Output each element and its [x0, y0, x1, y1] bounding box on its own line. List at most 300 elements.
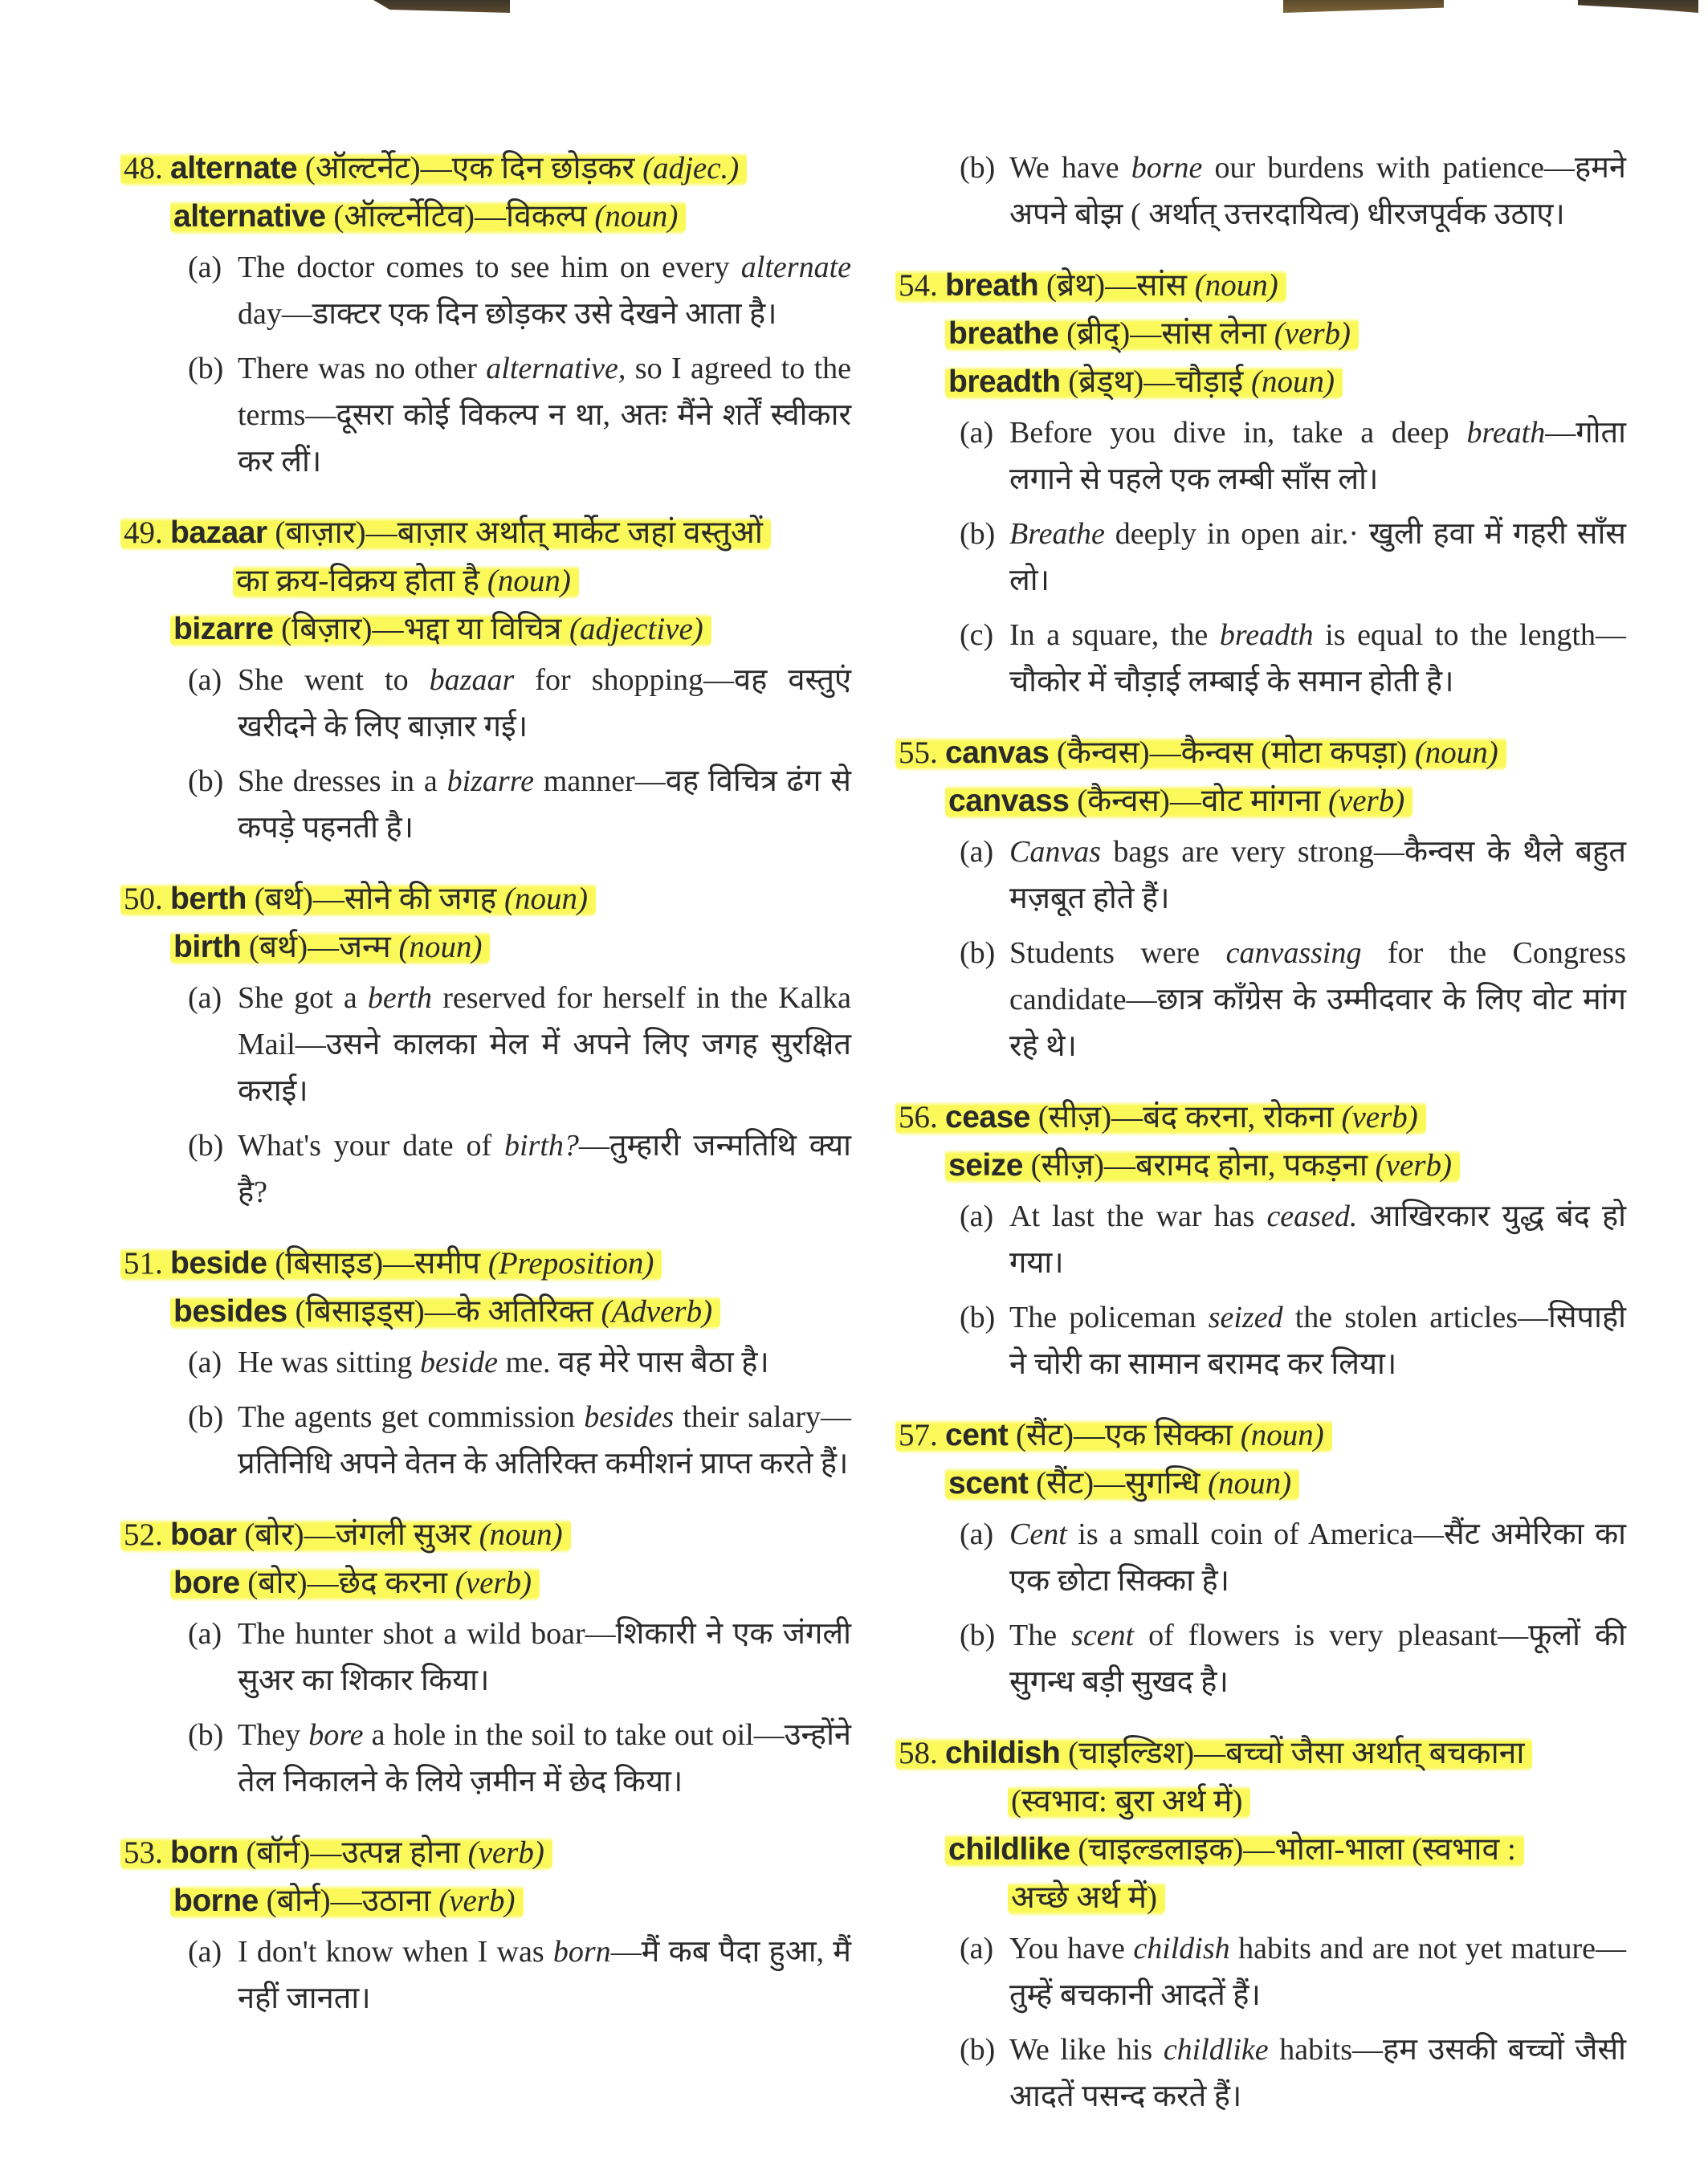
example-label: (a) — [960, 1932, 994, 1965]
example-text — [1009, 1612, 1634, 1705]
hindi-meaning: —जन्म — [308, 930, 399, 964]
example-sentence — [120, 345, 859, 485]
entry-number: 57. — [899, 1418, 938, 1452]
pronunciation: (चाइल्डिश) — [1068, 1736, 1195, 1770]
headword-line — [895, 1460, 1634, 1508]
example-text — [1009, 930, 1634, 1069]
example-text — [238, 244, 859, 337]
headword-line — [895, 1729, 1634, 1778]
example-text — [238, 1122, 859, 1216]
entry-number: 55. — [899, 735, 938, 770]
example-emphasis: Cent — [1009, 1517, 1067, 1551]
highlighted-headword — [120, 1516, 571, 1554]
example-emphasis: canvassing — [1225, 936, 1362, 970]
part-of-speech: (noun) — [479, 1517, 563, 1552]
example-emphasis: Canvas — [1009, 835, 1101, 869]
highlighted-headword — [120, 1834, 552, 1872]
english-word: breadth — [948, 365, 1061, 399]
part-of-speech: (verb) — [467, 1835, 544, 1870]
hindi-meaning: —बंद करना, रोकना — [1111, 1100, 1342, 1134]
example-sentence — [120, 1611, 859, 1704]
vocab-entry — [895, 1094, 1634, 1387]
example-label: (b) — [960, 936, 996, 970]
example-label: (a) — [960, 416, 994, 450]
pronunciation: (बोर) — [244, 1517, 304, 1552]
example-emphasis: childlike — [1163, 2033, 1269, 2067]
highlighted-headword — [895, 267, 1286, 304]
headword-line — [895, 1826, 1634, 1874]
headword-line — [120, 1559, 859, 1607]
example-sentence — [120, 1712, 859, 1805]
example-label: (b) — [188, 1718, 224, 1752]
pronunciation: (ब्रेथ) — [1046, 268, 1106, 303]
hindi-meaning: —चौड़ाई — [1143, 365, 1252, 399]
example-sentence — [120, 1122, 859, 1216]
english-word: canvas — [945, 735, 1050, 770]
hindi-meaning: —उत्पन्न होना — [310, 1835, 468, 1870]
headword-continuation — [120, 557, 859, 605]
example-label: (b) — [188, 1129, 224, 1163]
example-label: (a) — [188, 1935, 222, 1969]
highlighted-headword — [1008, 1782, 1250, 1820]
example-after: —मैं कब पैदा हुआ, मैं नहीं जानता। — [238, 1935, 851, 2015]
headword-line — [895, 310, 1634, 358]
example-after: for the Congress candidate—छात्र काँग्रेस के उम्मीदवार के लिए वोट मांग रहे थे। — [1009, 936, 1626, 1063]
pronunciation: (ब्रेड्थ) — [1068, 365, 1144, 399]
example-before: In a square, the — [1009, 618, 1220, 652]
headword-line — [895, 358, 1634, 406]
part-of-speech: (verb) — [455, 1566, 532, 1600]
hindi-meaning: —बाज़ार अर्थात् मार्केट जहां वस्तुओं — [365, 515, 763, 550]
example-after: me. वह मेरे पास बैठा है। — [498, 1346, 769, 1379]
english-word: alternative — [173, 199, 326, 234]
part-of-speech: (noun) — [487, 564, 571, 598]
english-word: born — [170, 1835, 238, 1870]
example-before: You have — [1009, 1932, 1134, 1965]
scan-binding-shadow — [1578, 0, 1698, 13]
example-emphasis: alternate — [740, 251, 851, 284]
example-after: —गोता लगाने से पहले एक लम्बी साँस लो। — [1009, 416, 1626, 496]
example-after: habits—हम उसकी बच्चों जैसी आदतें पसन्द करते हैं। — [1009, 2033, 1626, 2113]
english-word: alternate — [170, 151, 298, 185]
vocab-entry — [895, 1729, 1634, 2120]
example-emphasis: childish — [1133, 1932, 1230, 1965]
pronunciation: (ऑल्टर्नेट) — [304, 151, 421, 185]
english-word: boar — [170, 1517, 237, 1552]
english-word: bizarre — [173, 612, 274, 646]
example-label: (b) — [960, 1619, 996, 1652]
left-column — [120, 145, 859, 2046]
english-word: childlike — [948, 1832, 1070, 1867]
english-word: birth — [173, 930, 242, 964]
example-sentence — [895, 1294, 1634, 1387]
english-word: borne — [173, 1884, 259, 1918]
hindi-meaning: —सुगन्धि — [1094, 1466, 1209, 1501]
example-text — [238, 1712, 859, 1805]
example-emphasis: scent — [1071, 1619, 1135, 1652]
example-text — [238, 345, 859, 485]
hindi-meaning: अच्छे अर्थ में) — [1011, 1880, 1158, 1915]
example-after: —तुम्हारी जन्मतिथि क्या है? — [238, 1129, 851, 1209]
example-after: आखिरकार युद्ध बंद हो गया। — [1009, 1200, 1626, 1280]
pronunciation: (बोर्न) — [266, 1884, 331, 1918]
example-sentence — [120, 975, 859, 1114]
example-text — [238, 1929, 859, 2022]
pronunciation: (बिज़ार) — [281, 612, 373, 646]
part-of-speech: (verb) — [1375, 1148, 1452, 1183]
part-of-speech: (verb) — [1327, 784, 1405, 818]
example-text — [238, 1611, 859, 1704]
hindi-meaning: —एक दिन छोड़कर — [420, 151, 643, 185]
headword-line — [895, 1411, 1634, 1460]
headword-line — [120, 1240, 859, 1288]
headword-line — [120, 145, 859, 193]
headword-line — [120, 509, 859, 557]
vocab-entry — [120, 1829, 859, 2022]
example-label: (a) — [188, 663, 222, 697]
example-label: (c) — [960, 618, 994, 652]
example-after: a hole in the soil to take out oil—उन्होंने तेल निकालने के लिये ज़मीन में छेद किया। — [238, 1718, 851, 1798]
example-label: (b) — [960, 517, 996, 551]
hindi-meaning: —वोट मांगना — [1169, 784, 1328, 818]
entry-number: 56. — [899, 1100, 938, 1134]
hindi-meaning: —बरामद होना, पकड़ना — [1104, 1148, 1376, 1183]
example-after: manner—वह विचित्र ढंग से कपड़े पहनती है। — [238, 764, 851, 845]
highlighted-headword — [945, 782, 1412, 820]
example-before: At last the war has — [1009, 1200, 1267, 1233]
pronunciation: (सीज़) — [1030, 1148, 1105, 1183]
vocab-entry — [895, 1411, 1634, 1705]
english-word: breath — [945, 268, 1039, 303]
headword-line — [120, 1877, 859, 1925]
entry-number: 54. — [899, 268, 938, 303]
highlighted-headword — [945, 1147, 1460, 1184]
example-after: deeply in open air.· खुली हवा में गहरी साँस लो। — [1009, 517, 1626, 597]
headword-line — [895, 1094, 1634, 1142]
example-text — [1009, 511, 1634, 604]
headword-continuation — [895, 1778, 1634, 1826]
example-before: I don't know when I was — [238, 1935, 553, 1969]
part-of-speech: (adjec.) — [642, 151, 740, 185]
highlighted-headword — [895, 1098, 1426, 1136]
example-label: (a) — [960, 835, 994, 869]
english-word: breathe — [948, 316, 1059, 351]
english-word: bore — [173, 1566, 240, 1600]
headword-line — [895, 777, 1634, 825]
entry-number: 52. — [124, 1517, 163, 1552]
example-text — [238, 1394, 859, 1487]
example-before: The hunter shot a wild boar—शिकारी ने एक जंगली सुअर का शिकार किया। — [238, 1617, 851, 1697]
example-emphasis: bazaar — [429, 663, 515, 697]
pronunciation: (बिसाइड) — [275, 1246, 384, 1281]
example-label: (a) — [188, 981, 222, 1015]
vocab-entry — [120, 1240, 859, 1487]
hindi-meaning: —कैन्वस (मोटा कपड़ा) — [1149, 735, 1415, 770]
example-sentence — [120, 758, 859, 851]
highlighted-headword — [895, 734, 1506, 772]
headword-line — [120, 1288, 859, 1336]
english-word: scent — [948, 1466, 1029, 1501]
highlighted-headword — [120, 149, 747, 187]
part-of-speech: (noun) — [1208, 1466, 1292, 1501]
example-text — [1009, 1193, 1634, 1286]
example-label: (b) — [188, 1400, 224, 1434]
highlighted-headword — [120, 514, 771, 552]
example-label: (a) — [188, 251, 222, 284]
example-label: (a) — [960, 1200, 994, 1233]
hindi-meaning: —के अतिरिक्त — [424, 1294, 601, 1329]
highlighted-headword — [170, 928, 490, 966]
example-sentence — [120, 657, 859, 750]
english-word: childish — [945, 1736, 1061, 1770]
highlighted-headword — [945, 363, 1343, 401]
vocab-entry — [895, 262, 1634, 705]
example-before: What's your date of — [238, 1129, 504, 1163]
example-emphasis: berth — [367, 981, 433, 1015]
pronunciation: (सैंट) — [1015, 1418, 1074, 1452]
example-sentence — [895, 1612, 1634, 1705]
hindi-meaning: —समीप — [383, 1246, 488, 1281]
hindi-meaning: (स्वभाव: बुरा अर्थ में) — [1011, 1784, 1243, 1819]
pronunciation: (कैन्वस) — [1057, 735, 1150, 770]
example-emphasis: bore — [308, 1718, 364, 1752]
example-after: bags are very strong—कैन्वस के थैले बहुत मज़बूत होते हैं। — [1009, 835, 1626, 915]
example-sentence — [120, 1339, 859, 1386]
example-before: She dresses in a — [238, 764, 447, 798]
pronunciation: (बाज़ार) — [275, 515, 366, 550]
example-sentence — [120, 1929, 859, 2022]
example-label: (a) — [188, 1617, 222, 1651]
example-emphasis: breath — [1466, 416, 1546, 450]
example-sentence — [895, 409, 1634, 503]
highlighted-headword — [895, 1416, 1332, 1454]
vocab-entry — [120, 509, 859, 851]
highlighted-headword — [170, 610, 711, 648]
example-sentence — [895, 2026, 1634, 2120]
example-sentence — [895, 1193, 1634, 1286]
headword-line — [120, 1511, 859, 1559]
highlighted-headword — [170, 1564, 540, 1602]
example-emphasis: besides — [584, 1400, 675, 1434]
example-emphasis: beside — [419, 1346, 499, 1379]
example-text — [1009, 1294, 1634, 1387]
example-emphasis: breadth — [1219, 618, 1314, 652]
part-of-speech: (Preposition) — [487, 1246, 654, 1281]
example-after: so I agreed to the terms—दूसरा कोई विकल्प न था, अतः मैंने शर्तें स्वीकार कर लीं। — [238, 352, 851, 479]
example-after: for shopping—वह वस्तुएं खरीदने के लिए बाज़ार गई। — [238, 663, 851, 743]
vocab-entry — [120, 875, 859, 1216]
headword-line — [120, 193, 859, 241]
english-word: besides — [173, 1294, 287, 1329]
example-label: (b) — [188, 764, 224, 798]
part-of-speech: (noun) — [1251, 365, 1335, 399]
example-before: Before you dive in, take a deep — [1009, 416, 1467, 450]
example-sentence — [895, 612, 1634, 705]
hindi-meaning: —बच्चों जैसा अर्थात् बचकाना — [1194, 1736, 1525, 1770]
headword-line — [895, 729, 1634, 777]
example-label: (b) — [960, 1301, 996, 1334]
entry-number: 58. — [899, 1736, 938, 1770]
hindi-meaning: —जंगली सुअर — [304, 1517, 479, 1552]
highlighted-headword — [233, 562, 579, 600]
english-word: canvass — [948, 784, 1070, 818]
hindi-meaning: —उठाना — [330, 1884, 439, 1918]
example-sentence — [120, 244, 859, 337]
example-text — [238, 758, 859, 851]
english-word: seize — [948, 1148, 1023, 1183]
highlighted-headword — [170, 1882, 524, 1920]
english-word: cent — [945, 1418, 1009, 1452]
vocab-entry — [895, 729, 1634, 1069]
example-sentence — [895, 1925, 1634, 2018]
example-label: (b) — [960, 151, 996, 185]
example-continued — [895, 145, 1634, 238]
example-text — [1009, 829, 1634, 922]
vocab-entry — [120, 145, 859, 485]
example-emphasis: alternative, — [486, 352, 626, 385]
hindi-meaning: —छेद करना — [307, 1566, 455, 1600]
pronunciation: (बर्थ) — [254, 882, 313, 916]
example-before: Students were — [1009, 936, 1226, 970]
pronunciation: (बर्थ) — [248, 930, 308, 964]
highlighted-headword — [945, 315, 1359, 352]
highlighted-headword — [170, 1293, 720, 1330]
example-emphasis: birth? — [503, 1129, 579, 1163]
hindi-meaning: का क्रय-विक्रय होता है — [236, 564, 487, 598]
entry-number: 53. — [124, 1835, 163, 1870]
hindi-meaning: —सांस — [1105, 268, 1195, 303]
example-before: She got a — [238, 981, 368, 1015]
example-emphasis: born — [552, 1935, 611, 1969]
example-before: The — [1009, 1619, 1072, 1652]
example-emphasis: Breathe — [1009, 517, 1105, 551]
example-emphasis: ceased. — [1266, 1200, 1358, 1233]
hindi-meaning: —सांस लेना — [1130, 316, 1274, 351]
example-after: is a small coin of America—सैंट अमेरिका का एक छोटा सिक्का है। — [1009, 1517, 1626, 1598]
part-of-speech: (verb) — [1274, 316, 1351, 351]
example-before: He was sitting — [238, 1346, 420, 1379]
example-text — [1009, 409, 1634, 503]
pronunciation: (चाइल्डलाइक) — [1078, 1832, 1244, 1867]
headword-line — [120, 605, 859, 654]
part-of-speech: (noun) — [1240, 1418, 1324, 1452]
scan-binding-shadow — [373, 0, 510, 13]
example-text — [238, 657, 859, 750]
example-before: The policeman — [1009, 1301, 1209, 1334]
headword-line — [120, 875, 859, 923]
pronunciation: (बॉर्न) — [246, 1835, 311, 1870]
hindi-meaning: —सोने की जगह — [312, 882, 504, 916]
example-before: The agents get commission — [238, 1400, 585, 1434]
example-sentence — [895, 829, 1634, 922]
part-of-speech: (noun) — [594, 199, 679, 234]
example-label: (b) — [960, 2033, 996, 2067]
example-before: The doctor comes to see him on every — [238, 251, 741, 284]
hindi-meaning: —एक सिक्का — [1073, 1418, 1241, 1452]
headword-line — [895, 1142, 1634, 1190]
english-word: cease — [945, 1100, 1030, 1134]
pronunciation: (बोर) — [247, 1566, 308, 1600]
entry-number: 49. — [124, 515, 163, 550]
headword-continuation — [895, 1874, 1634, 1922]
example-text — [238, 975, 859, 1114]
highlighted-headword — [120, 1244, 662, 1282]
example-label: (a) — [188, 1346, 222, 1379]
example-text — [1009, 612, 1634, 705]
example-before: They — [238, 1718, 309, 1752]
pronunciation: (सैंट) — [1036, 1466, 1095, 1501]
part-of-speech: (noun) — [398, 930, 483, 964]
scan-binding-shadow — [1283, 0, 1444, 13]
example-after: the stolen articles—सिपाही ने चोरी का सामान बरामद कर लिया। — [1009, 1301, 1626, 1381]
example-after: their salary—प्रतिनिधि अपने वेतन के अतिरिक्त कमीशनं प्राप्त करते हैं। — [238, 1400, 851, 1481]
right-column — [895, 141, 1634, 2144]
example-text — [238, 1339, 859, 1386]
english-word: bazaar — [170, 515, 267, 550]
example-after: day—डाक्टर एक दिन छोड़कर उसे देखने आता है। — [238, 297, 777, 331]
example-emphasis: seized — [1208, 1301, 1283, 1334]
example-emphasis: bizarre — [446, 764, 534, 798]
part-of-speech: (verb) — [1341, 1100, 1418, 1134]
example-label: (a) — [960, 1517, 994, 1551]
highlighted-headword — [170, 198, 686, 235]
example-after: reserved for herself in the Kalka Mail—उसने कालका मेल में अपने लिए जगह सुरक्षित कराई। — [238, 981, 851, 1108]
headword-line — [120, 923, 859, 971]
highlighted-headword — [945, 1464, 1299, 1502]
example-after: of flowers is very pleasant—फूलों की सुगन्ध बड़ी सुखद है। — [1009, 1619, 1627, 1699]
entry-number: 51. — [124, 1246, 163, 1281]
part-of-speech: (noun) — [1414, 735, 1498, 770]
highlighted-headword — [120, 880, 596, 918]
entry-number: 50. — [124, 882, 163, 916]
pronunciation: (कैन्वस) — [1077, 784, 1170, 818]
example-text — [1009, 1925, 1634, 2018]
highlighted-headword — [945, 1831, 1524, 1868]
hindi-meaning: —भोला-भाला (स्वभाव : — [1243, 1832, 1516, 1867]
pronunciation: (ऑल्टर्नेटिव) — [333, 199, 475, 234]
example-after: is equal to the length—चौकोर में चौड़ाई लम्बाई के समान होती है। — [1009, 618, 1626, 699]
example-text — [1009, 2026, 1634, 2120]
pronunciation: (सीज़) — [1037, 1100, 1112, 1134]
example-after: habits and are not yet mature—तुम्हें बचकानी आदतें हैं। — [1009, 1932, 1626, 2012]
example-sentence — [895, 511, 1634, 604]
example-label: (b) — [188, 352, 224, 385]
hindi-meaning: —भद्दा या विचित्र — [372, 612, 570, 646]
highlighted-headword — [1008, 1879, 1165, 1916]
example-sentence — [895, 1511, 1634, 1604]
entry-number: 48. — [124, 151, 163, 185]
example-text — [1009, 1511, 1634, 1604]
example-sentence — [895, 930, 1634, 1069]
highlighted-headword — [895, 1734, 1532, 1772]
headword-line — [120, 1829, 859, 1877]
english-word: beside — [170, 1246, 267, 1281]
english-word: berth — [170, 882, 247, 916]
example-before: We like his — [1009, 2033, 1164, 2067]
example-text: We have borne our burdens with patience—हमने अपने बोझ ( अर्थात् उत्तरदायित्व) धीरजपूर्वक उठाए। — [1009, 151, 1627, 231]
example-before: She went to — [238, 663, 430, 697]
example-before: There was no other — [238, 352, 487, 385]
vocab-entry — [120, 1511, 859, 1805]
pronunciation: (बिसाइड्स) — [295, 1294, 425, 1329]
hindi-meaning: —विकल्प — [474, 199, 595, 234]
part-of-speech: (adjective) — [569, 612, 703, 646]
example-sentence — [120, 1394, 859, 1487]
headword-line — [895, 262, 1634, 310]
part-of-speech: (Adverb) — [601, 1294, 713, 1329]
pronunciation: (ब्रीद्) — [1066, 316, 1131, 351]
part-of-speech: (noun) — [503, 882, 588, 916]
